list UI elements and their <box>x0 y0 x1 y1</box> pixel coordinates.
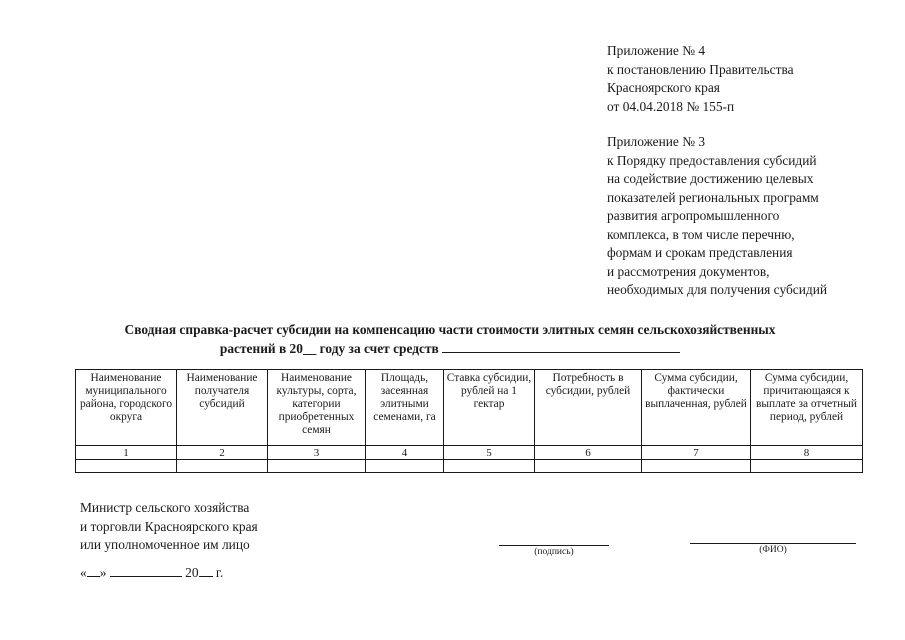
date-close-quote: » <box>99 565 107 580</box>
column-number: 6 <box>535 446 642 460</box>
column-number: 1 <box>76 446 177 460</box>
column-number: 4 <box>366 446 444 460</box>
full-name-caption: (ФИО) <box>759 545 787 555</box>
subsidy-table <box>75 369 863 473</box>
signer-line: и торговли Красноярского края <box>80 518 258 534</box>
date-line <box>80 564 223 581</box>
date-open-quote: « <box>80 565 87 580</box>
empty-cell[interactable] <box>177 460 268 473</box>
empty-cell[interactable] <box>751 460 863 473</box>
title-line-2-text: растений в 20__ году за счет средств <box>219 341 439 356</box>
header-cell-rate: Ставка субсидии, рублей на 1 гектар <box>444 370 535 446</box>
signer-line: или уполномоченное им лицо <box>80 537 250 552</box>
column-number: 2 <box>177 446 268 460</box>
annex-3-line: и рассмотрения документов, <box>607 263 770 279</box>
day-blank[interactable] <box>87 564 100 577</box>
column-number: 8 <box>751 446 863 460</box>
empty-cell[interactable] <box>268 460 366 473</box>
document-title <box>60 320 840 358</box>
header-cell-paid: Сумма субсидии, фактически выплаченная, рублей <box>642 370 751 446</box>
annex-3-line: к Порядку предоставления субсидий <box>607 152 817 168</box>
column-number: 3 <box>268 446 366 460</box>
annex-4-line: от 04.04.2018 № 155-п <box>607 98 735 114</box>
table-header-row <box>76 370 863 446</box>
table-empty-row <box>76 460 863 473</box>
year-blank[interactable] <box>199 564 213 577</box>
annex-3-title: Приложение № 3 <box>607 134 706 149</box>
signer-block <box>80 499 258 555</box>
signature-line[interactable] <box>499 545 609 546</box>
annex-3-line: развития агропромышленного <box>607 208 780 223</box>
annex-3-header <box>607 133 827 300</box>
header-cell-due: Сумма субсидии, причитающаяся к выплате за отчетный период, рублей <box>751 370 863 446</box>
column-number: 7 <box>642 446 751 460</box>
header-cell-crop: Наименование культуры, сорта, категории приобретенных семян <box>268 370 366 446</box>
table-number-row <box>76 446 863 460</box>
empty-cell[interactable] <box>535 460 642 473</box>
empty-cell[interactable] <box>642 460 751 473</box>
annex-4-line: к постановлению Правительства <box>607 61 794 77</box>
empty-cell[interactable] <box>366 460 444 473</box>
header-cell-district: Наименование муниципального района, городского округа <box>76 370 177 446</box>
signer-line: Министр сельского хозяйства <box>80 500 250 515</box>
year-prefix: 20 <box>185 565 199 580</box>
annex-4-line: Красноярского края <box>607 80 720 95</box>
annex-3-line: на содействие достижению целевых <box>607 171 814 186</box>
annex-3-line: формам и срокам представления <box>607 245 793 260</box>
title-line-1: Сводная справка-расчет субсидии на компенсацию части стоимости элитных семян сельскохозяйственных <box>124 322 776 337</box>
title-line-2 <box>60 339 840 358</box>
funding-source-blank <box>442 341 680 353</box>
month-blank[interactable] <box>110 564 182 577</box>
annex-3-line: необходимых для получения субсидий <box>607 282 828 297</box>
signature-caption: (подпись) <box>534 547 574 557</box>
empty-cell[interactable] <box>444 460 535 473</box>
annex-4-header <box>607 42 794 116</box>
year-suffix: г. <box>212 565 224 580</box>
annex-3-line: показателей региональных программ <box>607 189 819 205</box>
header-cell-area: Площадь, засеянная элитными семенами, га <box>366 370 444 446</box>
empty-cell[interactable] <box>76 460 177 473</box>
column-number: 5 <box>444 446 535 460</box>
annex-3-line: комплекса, в том числе перечню, <box>607 226 795 242</box>
annex-4-title: Приложение № 4 <box>607 43 706 58</box>
full-name-line[interactable] <box>690 543 856 544</box>
header-cell-need: Потребность в субсидии, рублей <box>535 370 642 446</box>
header-cell-recipient: Наименование получателя субсидий <box>177 370 268 446</box>
